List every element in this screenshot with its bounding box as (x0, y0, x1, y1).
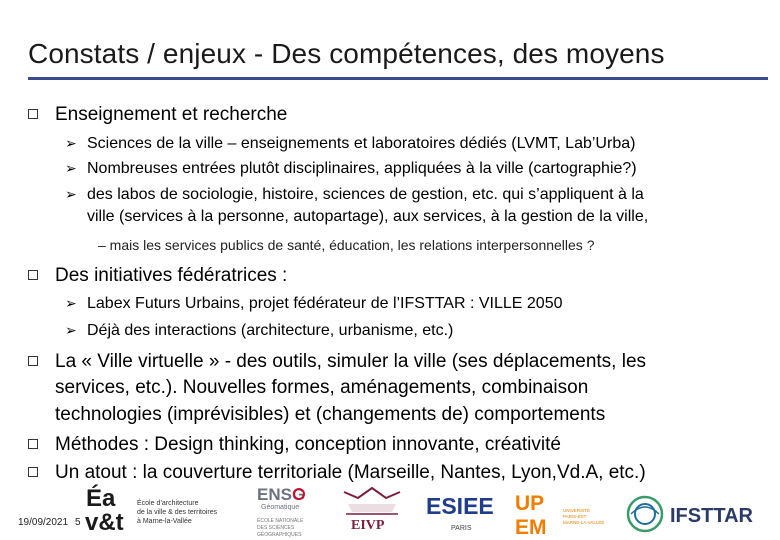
checkbox-bullet-icon (28, 270, 38, 280)
checkbox-bullet-icon (28, 356, 38, 366)
svg-text:ENSG: ENSG (257, 485, 306, 504)
section-heading: Enseignement et recherche (55, 104, 288, 125)
sub-note: – mais les services publics de santé, éducation, les relations interpersonnelles ? (98, 237, 595, 253)
svg-text:École d’architecture: École d’architecture (137, 500, 199, 507)
footer-date: 19/09/2021 (18, 517, 69, 528)
section-heading: Des initiatives fédératrices : (55, 265, 288, 286)
svg-text:IFSTTAR: IFSTTAR (670, 505, 753, 527)
svg-text:ESIEE: ESIEE (426, 493, 494, 519)
page-number: 5 (75, 517, 81, 528)
arrow-bullet-icon: ➢ (65, 135, 77, 151)
svg-text:PARIS: PARIS (451, 525, 472, 532)
eivp-logo (338, 484, 406, 536)
checkbox-bullet-icon (28, 109, 38, 119)
svg-text:EIVP: EIVP (351, 518, 385, 533)
checkbox-bullet-icon (28, 439, 38, 449)
svg-text:de la ville & des territoires: de la ville & des territoires (137, 509, 218, 516)
upem-logo (515, 490, 605, 540)
arrow-bullet-icon: ➢ (65, 186, 77, 202)
svg-text:UP: UP (515, 492, 545, 515)
arrow-bullet-icon: ➢ (65, 295, 77, 311)
eavt-logo (85, 482, 235, 540)
slide-title: Constats / enjeux - Des compétences, des moyens (28, 38, 665, 69)
arrow-bullet-icon: ➢ (65, 160, 77, 176)
esiee-logo (425, 490, 501, 534)
svg-text:ÉCOLE NATIONALE: ÉCOLE NATIONALE (257, 518, 304, 524)
svg-text:Éa: Éa (86, 485, 116, 512)
svg-text:DES SCIENCES: DES SCIENCES (257, 525, 295, 531)
ifsttar-globe-icon (628, 497, 662, 531)
ensg-logo (255, 482, 317, 538)
svg-text:EM: EM (515, 516, 547, 539)
ifsttar-logo (625, 492, 773, 536)
svg-text:PARIS-EST: PARIS-EST (563, 514, 587, 519)
partner-logos (85, 482, 775, 540)
svg-text:Géomatique: Géomatique (261, 504, 300, 511)
svg-text:MARNE-LA-VALLÉE: MARNE-LA-VALLÉE (563, 520, 605, 525)
title-underline (28, 77, 768, 80)
checkbox-bullet-icon (28, 467, 38, 477)
svg-text:à Marne-la-Vallée: à Marne-la-Vallée (137, 518, 192, 525)
arrow-bullet-icon: ➢ (65, 322, 77, 338)
svg-text:v&t: v&t (85, 509, 124, 536)
svg-text:GÉOGRAPHIQUES: GÉOGRAPHIQUES (257, 532, 302, 538)
eivp-arches-icon (344, 488, 400, 498)
svg-text:UNIVERSITÉ: UNIVERSITÉ (563, 508, 591, 513)
